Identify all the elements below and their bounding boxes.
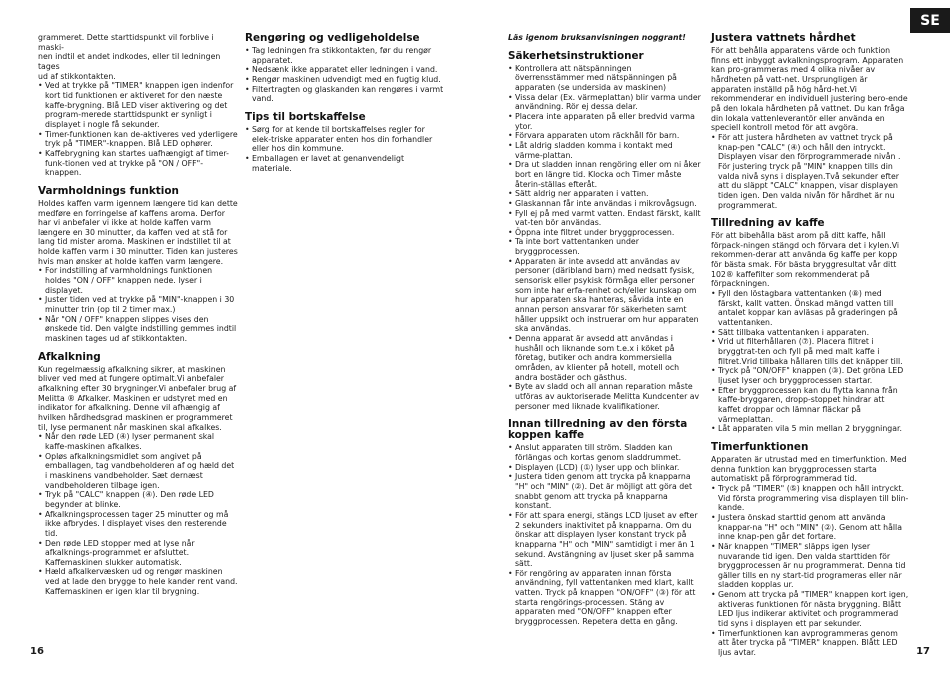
section-disposal xyxy=(245,112,445,173)
list-item: • Vrid ut filterhållaren (⑦). Placera filtret i bryggtrat-ten och fyll på med malt kaffe i filtret.Vrid tillbaka hållaren tills det knäpper till. xyxy=(711,337,909,366)
list-item: • Kontrollera att nätspänningen överrensstämmer med nätspänningen på apparaten (se undersida av maskinen) xyxy=(508,64,702,93)
list-item: • Når den røde LED (④) lyser permanent skal kaffe-maskinen afkalkes. xyxy=(38,432,238,451)
section-title: Tillredning av kaffe xyxy=(711,217,825,230)
list-item: • Afkalkningsprocessen tager 25 minutter og må ikke afbrydes. I displayet vises den resterende tid. xyxy=(38,510,238,539)
section-timer xyxy=(711,442,909,658)
list-item: • Hæld afkalkervæsken ud og rengør maskinen ved at lade den brygge to hele kander rent vand. Kaffemaskinen er igen klar til brygning. xyxy=(38,567,238,596)
list-item: • Låt aldrig sladden komma i kontakt med värme-plattan. xyxy=(508,141,702,160)
list-item: • Apparaten är inte avsedd att användas av personer (däribland barn) med nedsatt fysisk, sensorisk eller psykisk förmåga eller personer som inte har erfa-renhet och/eller kunskap om hur apparaten ska hanteras, såvida inte en annan person ansvarar för säkerheten samt håller uppsikt och instruerar om hur apparaten ska användas. xyxy=(508,257,702,334)
list-item: • Sätt aldrig ner apparaten i vatten. xyxy=(508,189,702,199)
intro-line: grammeret. Dette starttidspunkt vil forblive i maski- xyxy=(38,33,214,52)
list-item: • Justera önskad starttid genom att använda knappar-na "H" och "MIN" (②). Genom att hålla inne knap-pen går det fortare. xyxy=(711,513,909,542)
list-item: • Öppna inte filtret under bryggprocessen. xyxy=(508,228,702,238)
column-swedish-right xyxy=(711,33,909,658)
list-item: • Genom att trycka på "TIMER" knappen kort igen, aktiveras funktionen för nästa bryggning. Blått LED ljus indikerar aktivitet och programmerad tid syns i displayen ett par sekunder. xyxy=(711,590,909,629)
list-item: • Ved at trykke på "TIMER" knappen igen indenfor kort tid funktionen er aktiveret for den næste kaffe-brygning. Blå LED viser aktivering og det program-merede starttidspunkt er synligt i displayet i nogle få sekunder. xyxy=(38,81,238,129)
section-text: För att behålla apparatens värde och funktion finns ett inbyggt avkalkningsprogram. Apparaten kan pro-grammeras med 4 olika nivåer av hårdheten på vatt-net. Ursprungligen är apparaten inställd på hög hård-het.Vi rekommenderar en individuell justering bero-ende på den lokala hårdheten på vattnet. Du kan fråga din lokala vattenleverantör eller använda en speciell kontroll metod för att avgöra. xyxy=(711,46,908,133)
section-title: Timerfunktionen xyxy=(711,440,809,453)
list-item: • Anslut apparaten till ström. Sladden kan förlängas och kortas genom sladdrummet. xyxy=(508,443,702,462)
section-keep-warm xyxy=(38,186,238,344)
list-item: • Juster tiden ved at trykke på "MIN"-knappen i 30 minutter trin (op til 2 timer max.) xyxy=(38,295,238,314)
list-item: • Placera inte apparaten på eller bredvid varma ytor. xyxy=(508,112,702,131)
section-title: Innan tillredning av den första koppen kaffe xyxy=(508,418,688,442)
section-descaling xyxy=(38,352,238,597)
list-item: • Sätt tillbaka vattentanken i apparaten. xyxy=(711,328,909,338)
list-item: • Låt apparaten vila 5 min mellan 2 bryggningar. xyxy=(711,424,909,434)
section-title: Tips til bortskaffelse xyxy=(245,110,366,123)
section-text: Holdes kaffen varm igennem længere tid kan dette medføre en forringelse af kaffens aroma. Derfor har vi anbefaler vi ikke at holde kaffen varm længere en 30 minutter, da kaffen ved at stå for lang tid mister aroma. Maskinen er indstillet til at holde kaffen varm i 30 minutter. Tiden kan justeres hvis man ønsker at holde kaffen varm længere. xyxy=(38,198,238,266)
list-item: • Tryk på "CALC" knappen (④). Den røde LED begynder at blinke. xyxy=(38,490,238,509)
list-item: • För rengöring av apparaten innan första användning, fyll vattentanken med klart, kallt vatten. Tryck på knappen "ON/OFF" (③) för att starta rengörings-processen. Stäng av apparaten med "ON/OFF" knappen efter bryggprocessen. Repetera detta en gång. xyxy=(508,569,702,627)
list-item: • For indstilling af varmholdnings funktionen holdes "ON / OFF" knappen nede. lyser i displayet. xyxy=(38,266,238,295)
page-number-right: 17 xyxy=(916,646,930,657)
timer-bullets xyxy=(38,81,238,178)
intro-line: nen indtil et andet indkodes, eller til ledningen tages xyxy=(38,52,221,71)
list-item: • Glaskannan får inte användas i mikrovågsugn. xyxy=(508,199,702,209)
list-item: • Kaffebrygning kan startes uafhængigt af timer-funk-tionen ved at trykke på "ON / OFF"-knappen. xyxy=(38,149,238,178)
language-tab: SE xyxy=(910,8,950,33)
list-item: • Displayen (LCD) (①) lyser upp och blinkar. xyxy=(508,463,702,473)
section-cleaning xyxy=(245,33,445,104)
column-swedish-left xyxy=(508,33,702,627)
section-title: Justera vattnets hårdhet xyxy=(711,32,856,44)
section-first-cup xyxy=(508,419,702,626)
list-item: • När knappen "TIMER" släpps igen lyser nuvarande tid igen. Den valda starttiden för bryggprocessen är nu programmerat. Denna tid gäller tills en ny start-tid programeras eller när sladden kopplas ur. xyxy=(711,542,909,590)
list-item: • Dra ut sladden innan rengöring eller om ni åker bort en längre tid. Klocka och Timer måste återin-ställas efteråt. xyxy=(508,160,702,189)
list-item: • Nedsænk ikke apparatet eller ledningen i vand. xyxy=(245,65,445,75)
section-water-hardness xyxy=(711,33,909,210)
list-item: • Fyll den löstagbara vattentanken (⑧) med färskt, kallt vatten. Önskad mängd vatten till antalet koppar kan avläsas på graderingen på vattentanken. xyxy=(711,289,909,328)
page-number-left: 16 xyxy=(30,646,44,657)
list-item: • Vissa delar (Ex. värmeplattan) blir varma under användning. Rör ej dessa delar. xyxy=(508,93,702,112)
list-item: • Når "ON / OFF" knappen slippes vises den ønskede tid. Den valgte indstilling gemmes indtil maskinen tages ud af stikkontakten. xyxy=(38,315,238,344)
section-title: Säkerhetsinstruktioner xyxy=(508,49,644,62)
list-item: • Tryck på "TIMER" (⑤) knappen och håll intryckt. Vid första programmering visa displayen till blin-kande. xyxy=(711,484,909,513)
list-item: • Timer-funktionen kan de-aktiveres ved yderligere tryk på "TIMER"-knappen. Blå LED ophører. xyxy=(38,130,238,149)
section-title: Afkalkning xyxy=(38,350,101,363)
list-item: • Byte av sladd och all annan reparation måste utföras av auktoriserade Melitta Kundcenter av personer med liknade kvalifikationer. xyxy=(508,382,702,411)
list-item: • Opløs afkalkningsmidlet som angivet på emballagen, tag vandbeholderen af og hæld det i maskinens vandbeholder. Sæt dernæst vandbeholderen tilbage igen. xyxy=(38,452,238,491)
section-text: För att bibehålla bäst arom på ditt kaffe, håll förpack-ningen stängd och förvara det i kylen.Vi rekommen-derar att använda 6g kaffe per kopp för bästa smak. För bästa bryggresultat vår ditt 102® kaffefilter som rekommenderat på förpackningen. xyxy=(711,231,900,289)
list-item: • Förvara apparaten utom räckhåll för barn. xyxy=(508,131,702,141)
list-item: • Justera tiden genom att trycka på knapparna "H" och "MIN" (②). Det är möjligt att göra det snabbt genom att trycka på knapparna konstant. xyxy=(508,472,702,511)
list-item: • Filtertragten og glaskanden kan rengøres i varmt vand. xyxy=(245,85,445,104)
section-text: Apparaten är utrustad med en timerfunktion. Med denna funktion kan bryggprocessen starta automatiskt på förprogrammerad tid. xyxy=(711,454,907,484)
list-item: • Rengør maskinen udvendigt med en fugtig klud. xyxy=(245,75,445,85)
section-text: Kun regelmæssig afkalkning sikrer, at maskinen bliver ved med at fungere optimalt.Vi anbefaler afkalkning efter 30 brygninger.Vi anbefaler brug af Melitta ® Afkalker. Maskinen er udstyret med en indikator for afkalkning. Denne vil afhængig af hvilken hårdhedsgrad maskinen er programmeret til, lyse permanent når maskinen skal afkalkes. xyxy=(38,364,237,432)
list-item: • Den røde LED stopper med at lyse når afkalknings-programmet er afsluttet. Kaffemaskinen slukker automatisk. xyxy=(38,539,238,568)
list-item: • För att justera hårdheten av vattnet tryck på knap-pen "CALC" (④) och håll den intryckt. Displayen visar den förprogrammerade nivån . För justering tryck på "MIN" knappen tills din valda nivå syns i displayen.Två sekunder efter att du släppt "CALC" knappen, visar displayen tiden igen. Den valda nivån för hårdhet är nu programmerat. xyxy=(711,133,909,210)
list-item: • Efter bryggprocessen kan du flytta kanna från kaffe-bryggaren, dropp-stoppet hindrar att kaffet droppar och lämnar fläckar på värmeplattan. xyxy=(711,386,909,425)
section-brewing xyxy=(711,218,909,434)
intro-line: ud af stikkontakten. xyxy=(38,71,116,81)
section-safety xyxy=(508,51,702,412)
list-item: • För att spara energi, stängs LCD ljuset av efter 2 sekunders inaktivitet på knapparna. Om du önskar att displayen lyser konstant tryck på knapparna "H" och "MIN" samtidigt i mer än 1 sekund. Avstängning av ljuset sker på samma sätt. xyxy=(508,511,702,569)
column-danish-left xyxy=(38,33,238,596)
list-item: • Timerfunktionen kan avprogrammeras genom att åter trycka på "TIMER" knappen. Blått LED ljus avtar. xyxy=(711,629,909,658)
section-title: Varmholdnings funktion xyxy=(38,184,179,197)
list-item: • Emballagen er lavet at genanvendeligt materiale. xyxy=(245,154,445,173)
list-item: • Sørg for at kende til bortskaffelses regler for elek-triske apparater enten hos din forhandler eller hos din kommune. xyxy=(245,125,445,154)
intro-note: Läs igenom bruksanvisningen noggrant! xyxy=(508,33,686,42)
list-item: • Denna apparat är avsedd att användas i hushåll och liknande som t.e.x i köket på företag, butiker och andra kommersiella områden, av klienter på hotell, motell och andra bostäder och gästhus. xyxy=(508,334,702,382)
list-item: • Tryck på "ON/OFF" knappen (③). Det gröna LED ljuset lyser och bryggprocessen startar. xyxy=(711,366,909,385)
column-danish-right xyxy=(245,33,445,173)
list-item: • Ta inte bort vattentanken under bryggprocessen. xyxy=(508,237,702,256)
section-title: Rengøring og vedligeholdelse xyxy=(245,32,420,44)
list-item: • Fyll ej på med varmt vatten. Endast färskt, kallt vat-ten bör användas. xyxy=(508,209,702,228)
list-item: • Tag ledningen fra stikkontakten, før du rengør apparatet. xyxy=(245,46,445,65)
